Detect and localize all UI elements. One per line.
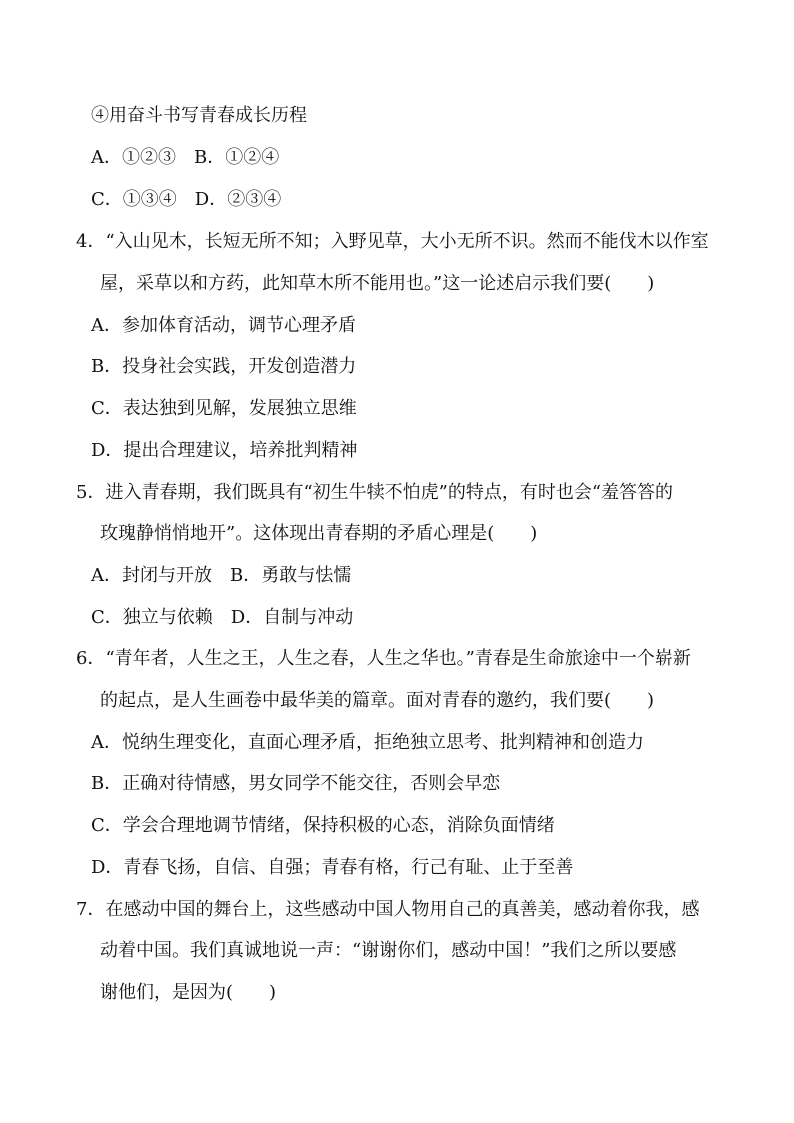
q3-options-ab: A．①②③ B．①②④ xyxy=(91,147,280,168)
q6-option-d: D．青春飞扬，自信、自强；青春有格，行己有耻、止于至善 xyxy=(91,857,574,878)
q4-stem-line-1: 4．“入山见木，长短无所不知；入野见草，大小无所不识。然而不能伐木以作室 xyxy=(76,231,709,252)
q5-stem-line-2: 玫瑰静悄悄地开”。这体现出青春期的矛盾心理是( ) xyxy=(100,523,538,544)
q7-stem-line-3: 谢他们，是因为( ) xyxy=(100,982,277,1003)
q6-option-b: B．正确对待情感，男女同学不能交往，否则会早恋 xyxy=(91,773,501,794)
q4-stem-line-2: 屋，采草以和方药，此知草木所不能用也。”这一论述启示我们要( ) xyxy=(100,273,655,294)
q6-stem-line-1: 6．“青年者，人生之王，人生之春，人生之华也。”青春是生命旅途中一个崭新 xyxy=(76,648,691,669)
q7-stem-line-2: 动着中国。我们真诚地说一声：“谢谢你们，感动中国！”我们之所以要感 xyxy=(100,940,677,961)
q4-option-c: C．表达独到见解，发展独立思维 xyxy=(91,398,357,419)
q3-statement-4: ④用奋斗书写青春成长历程 xyxy=(91,105,307,126)
q5-options-cd: C．独立与依赖 D．自制与冲动 xyxy=(91,607,354,628)
q6-option-a: A．悦纳生理变化，直面心理矛盾，拒绝独立思考、批判精神和创造力 xyxy=(91,732,644,753)
q4-option-b: B．投身社会实践，开发创造潜力 xyxy=(91,356,357,377)
q6-stem-line-2: 的起点，是人生画卷中最华美的篇章。面对青春的邀约，我们要( ) xyxy=(100,690,655,711)
q4-option-d: D．提出合理建议，培养批判精神 xyxy=(91,440,358,461)
q7-stem-line-1: 7．在感动中国的舞台上，这些感动中国人物用自己的真善美，感动着你我，感 xyxy=(76,899,700,920)
q4-option-a: A．参加体育活动，调节心理矛盾 xyxy=(91,315,356,336)
q5-stem-line-1: 5．进入青春期，我们既具有“初生牛犊不怕虎”的特点，有时也会“羞答答的 xyxy=(76,482,674,503)
q5-options-ab: A．封闭与开放 B．勇敢与怯懦 xyxy=(91,565,352,586)
q3-options-cd: C．①③④ D．②③④ xyxy=(91,189,282,210)
q6-option-c: C．学会合理地调节情绪，保持积极的心态，消除负面情绪 xyxy=(91,815,555,836)
